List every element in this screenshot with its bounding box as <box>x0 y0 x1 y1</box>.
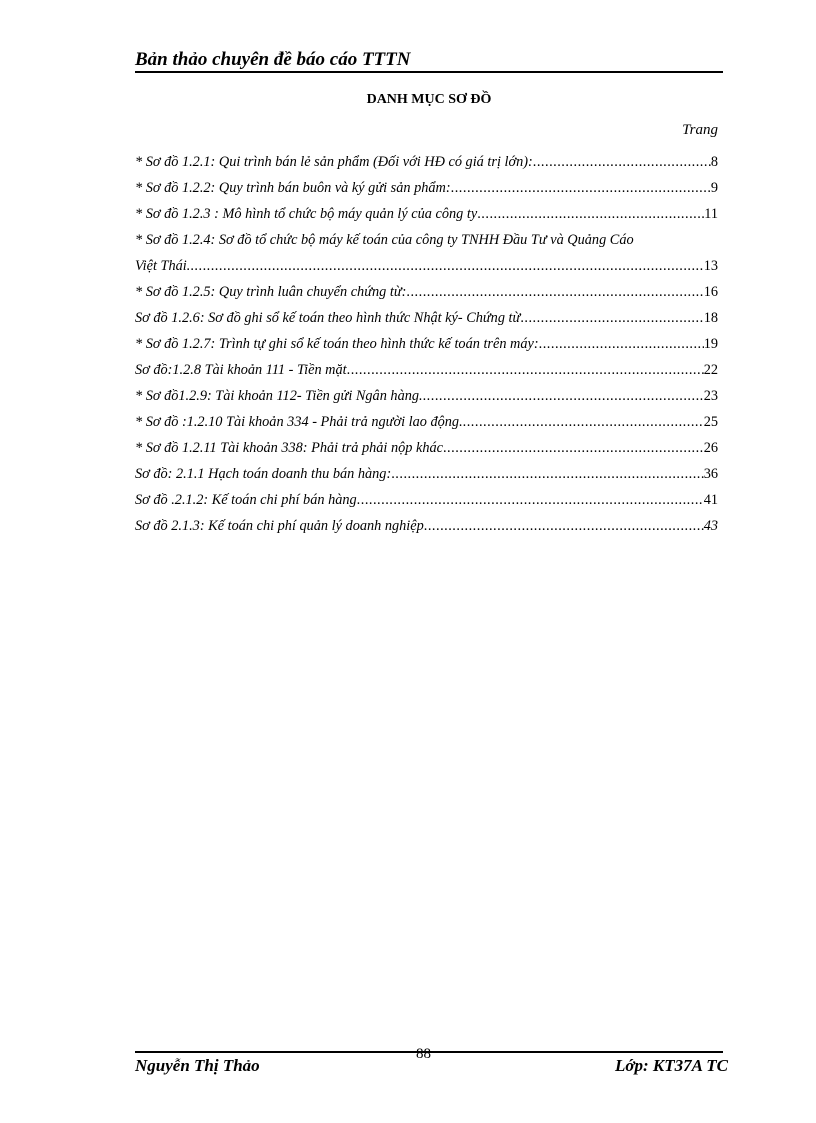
toc-entry-page: 25 <box>703 414 718 430</box>
toc-entry-page: 11 <box>704 206 718 222</box>
toc-entry-text: Sơ đồ: 2.1.1 Hạch toán doanh thu bán hàng: <box>135 466 392 482</box>
page-title: DANH MỤC SƠ ĐỒ <box>366 92 492 107</box>
toc-entry-page: 23 <box>703 388 718 404</box>
toc-leader-dots <box>357 487 704 513</box>
toc-leader-dots <box>520 305 703 331</box>
toc-entry[interactable] <box>135 513 718 539</box>
footer-class-label: Lớp: KT37A TC <box>614 1056 728 1075</box>
toc-entry[interactable] <box>135 253 718 279</box>
toc-entry-text: * Sơ đồ 1.2.3 : Mô hình tổ chức bộ máy quản lý của công ty <box>135 206 478 222</box>
toc-entry-page: 19 <box>703 336 718 352</box>
toc-entry-text: Sơ đồ .2.1.2: Kế toán chi phí bán hàng <box>135 492 357 508</box>
toc-entry[interactable] <box>135 357 718 383</box>
toc-entry-text: Sơ đồ 1.2.6: Sơ đồ ghi sổ kế toán theo hình thức Nhật ký- Chứng từ <box>135 310 521 326</box>
toc-entry[interactable] <box>135 435 718 461</box>
toc-leader-dots <box>424 513 704 539</box>
toc-leader-dots <box>477 201 704 227</box>
toc-entry-page: 22 <box>703 362 718 378</box>
toc-entry[interactable] <box>135 279 718 305</box>
toc-entry-page: 16 <box>703 284 718 300</box>
toc-entry-text: * Sơ đồ 1.2.11 Tài khoản 338: Phải trả phải nộp khác <box>135 440 443 456</box>
toc-leader-dots <box>391 461 703 487</box>
toc-entry-text: * Sơ đồ :1.2.10 Tài khoản 334 - Phải trả người lao động. <box>135 414 463 430</box>
table-of-diagrams <box>135 149 718 539</box>
toc-entry[interactable] <box>135 331 718 357</box>
toc-entry-text: Sơ đồ 2.1.3: Kế toán chi phí quản lý doanh nghiệp <box>135 518 424 534</box>
toc-entry-page: 9 <box>710 180 718 196</box>
toc-entry-wrapped-line[interactable]: * Sơ đồ 1.2.4: Sơ đồ tổ chức bộ máy kế toán của công ty TNHH Đầu Tư và Quảng Cáo <box>135 232 634 248</box>
toc-leader-dots <box>539 331 704 357</box>
toc-leader-dots <box>423 383 704 409</box>
toc-entry[interactable] <box>135 409 718 435</box>
header-title: Bản thảo chuyên đề báo cáo TTTN <box>135 49 411 70</box>
toc-leader-dots <box>451 175 711 201</box>
toc-entry[interactable] <box>135 201 718 227</box>
header-divider <box>135 71 723 73</box>
toc-leader-dots <box>533 149 711 175</box>
toc-entry[interactable] <box>135 149 718 175</box>
toc-entry-text: * Sơ đồ 1.2.7: Trình tự ghi sổ kế toán theo hình thức kế toán trên máy: <box>135 336 539 352</box>
toc-leader-dots <box>347 357 704 383</box>
toc-entry[interactable] <box>135 175 718 201</box>
toc-entry-page: 13 <box>703 258 718 274</box>
toc-entry-text: * Sơ đồ 1.2.1: Qui trình bán lẻ sản phẩm (Đối với HĐ có giá trị lớn): <box>135 154 533 170</box>
toc-entry-text: * Sơ đồ 1.2.2: Quy trình bán buôn và ký gửi sản phẩm: <box>135 180 451 196</box>
toc-leader-dots <box>406 279 703 305</box>
toc-entry-text: * Sơ đồ 1.2.5: Quy trình luân chuyển chứng từ: <box>135 284 407 300</box>
toc-entry-page: 26 <box>703 440 718 456</box>
toc-entry-page: 18 <box>703 310 718 326</box>
toc-entry[interactable] <box>135 305 718 331</box>
toc-entry[interactable] <box>135 487 718 513</box>
footer-author: Nguyễn Thị Thảo <box>135 1056 260 1075</box>
toc-entry-page: 43 <box>703 518 718 534</box>
toc-leader-dots <box>463 409 704 435</box>
toc-entry-text: * Sơ đồ1.2.9: Tài khoản 112- Tiền gửi Ngân hàng. <box>135 388 423 404</box>
toc-entry-text: Sơ đồ:1.2.8 Tài khoản 111 - Tiền mặt <box>135 362 347 378</box>
toc-entry-text: Việt Thái. <box>135 258 191 274</box>
toc-entry-page: 41 <box>703 492 718 508</box>
footer-page-number: 88 <box>416 1046 431 1062</box>
toc-leader-dots <box>443 435 704 461</box>
toc-entry-page: 8 <box>710 154 718 170</box>
toc-leader-dots <box>190 253 703 279</box>
toc-entry-page: 36 <box>703 466 718 482</box>
toc-entry[interactable] <box>135 461 718 487</box>
toc-entry[interactable] <box>135 383 718 409</box>
page-column-label: Trang <box>682 122 718 138</box>
